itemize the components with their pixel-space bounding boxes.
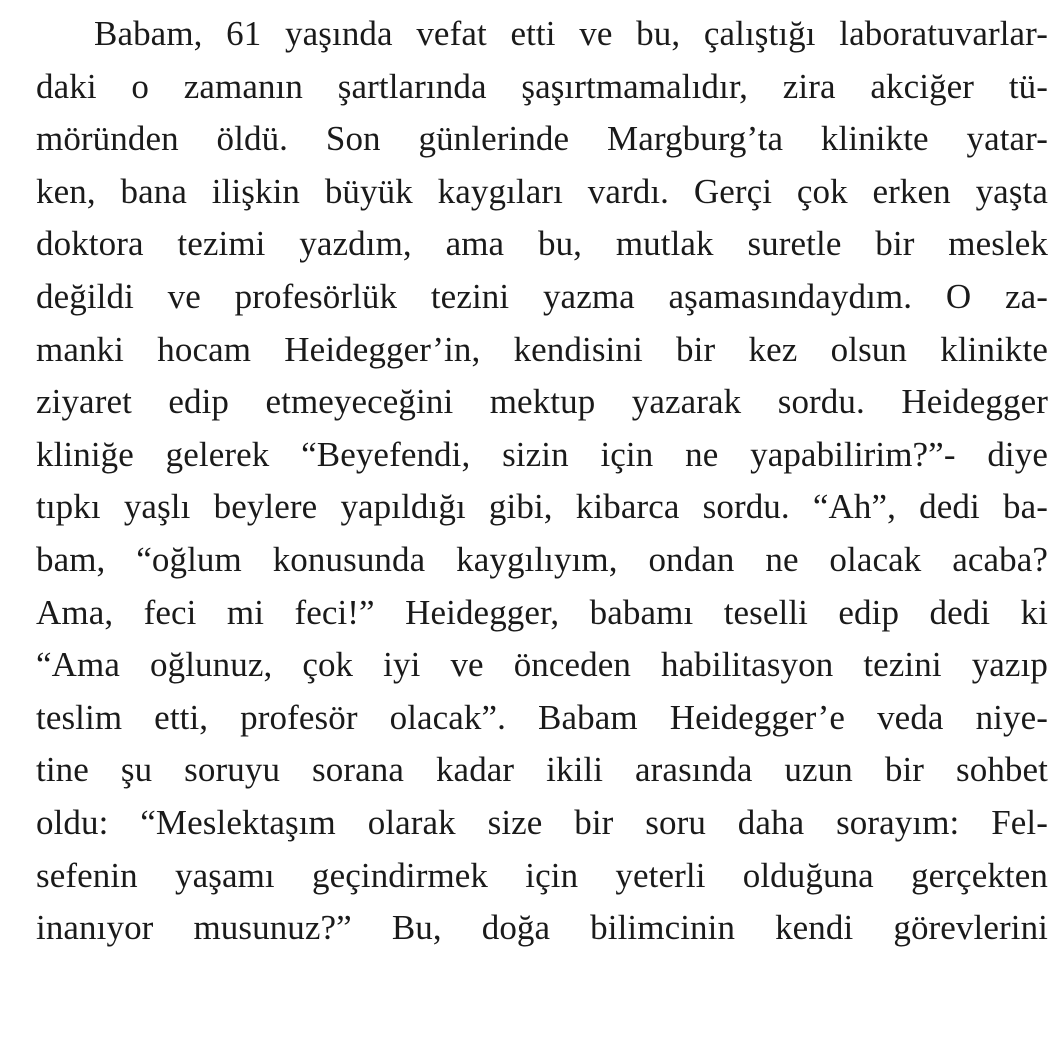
text-line: teslim etti, profesör olacak”. Babam Heidegger’e veda niye- — [36, 697, 1048, 737]
text-line: “Ama oğlunuz, çok iyi ve önceden habilitasyon tezini yazıp — [36, 645, 1048, 685]
text-line: oldu: “Meslektaşım olarak size bir soru daha sorayım: Fel- — [36, 802, 1048, 842]
text-line: Ama, feci mi feci!” Heidegger, babamı teselli edip dedi ki — [36, 592, 1048, 632]
text-line: doktora tezimi yazdım, ama bu, mutlak suretle bir meslek — [36, 224, 1048, 264]
text-line: değildi ve profesörlük tezini yazma aşamasındaydım. O za- — [36, 276, 1048, 316]
text-line: manki hocam Heidegger’in, kendisini bir kez olsun klinikte — [36, 329, 1048, 369]
text-line: tine şu soruyu sorana kadar ikili arasında uzun bir sohbet — [36, 750, 1048, 790]
text-line: möründen öldü. Son günlerinde Margburg’ta klinikte yatar- — [36, 119, 1048, 159]
text-line: inanıyor musunuz?” Bu, doğa bilimcinin kendi görevlerini — [36, 908, 1048, 948]
text-line: ziyaret edip etmeyeceğini mektup yazarak sordu. Heidegger — [36, 382, 1048, 422]
text-line: ken, bana ilişkin büyük kaygıları vardı. Gerçi çok erken yaşta — [36, 171, 1048, 211]
text-line: tıpkı yaşlı beylere yapıldığı gibi, kibarca sordu. “Ah”, dedi ba- — [36, 487, 1048, 527]
text-line: Babam, 61 yaşında vefat etti ve bu, çalıştığı laboratuvarlar- — [94, 14, 1048, 53]
text-line: sefenin yaşamı geçindirmek için yeterli olduğuna gerçekten — [36, 855, 1048, 895]
text-line: daki o zamanın şartlarında şaşırtmamalıdır, zira akciğer tü- — [36, 66, 1048, 106]
text-line: bam, “oğlum konusunda kaygılıyım, ondan ne olacak acaba? — [36, 539, 1048, 579]
body-paragraph — [36, 8, 1048, 955]
text-line: kliniğe gelerek “Beyefendi, sizin için ne yapabilirim?”- diye — [36, 434, 1048, 474]
